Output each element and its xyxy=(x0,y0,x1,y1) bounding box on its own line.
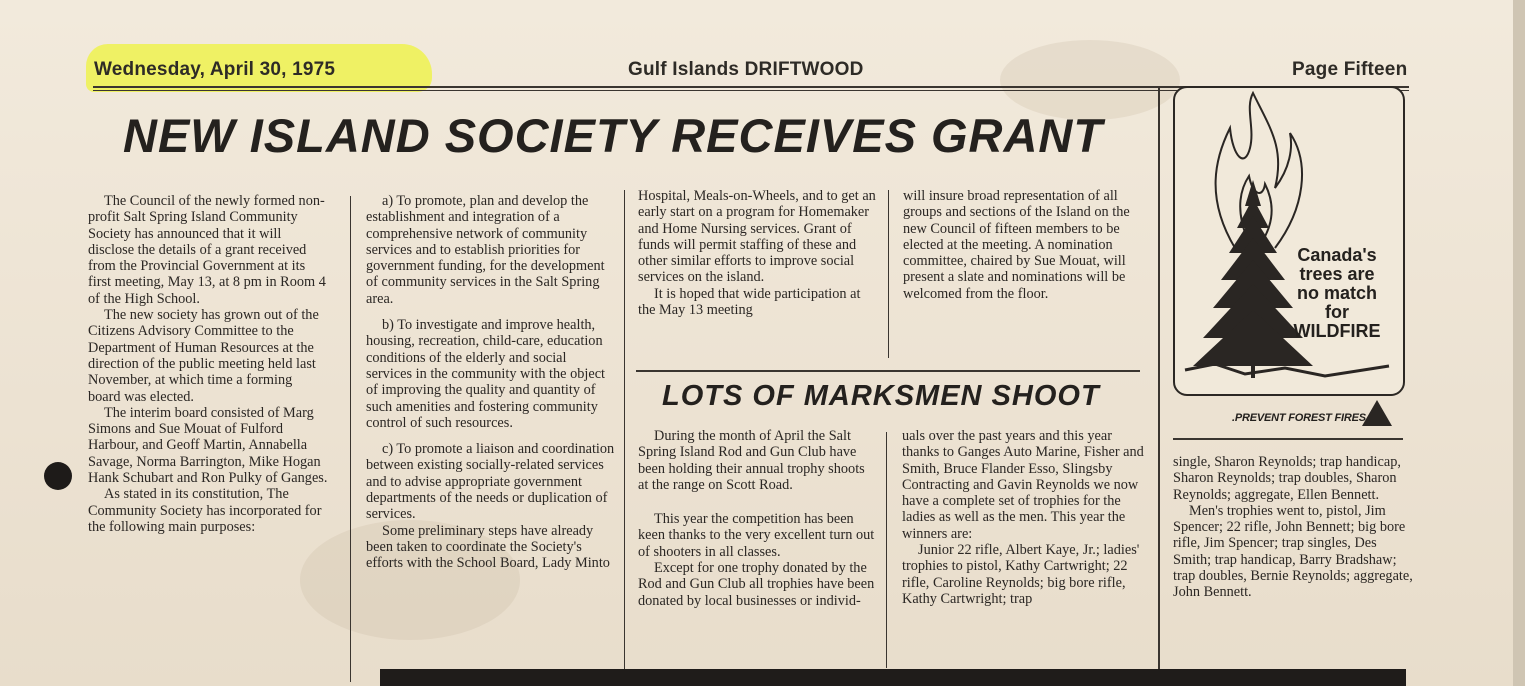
ad-line: Canada's xyxy=(1297,245,1377,265)
ad-slogan xyxy=(1272,246,1402,341)
paragraph: During the month of April the Salt Spring Island Rod and Gun Club have been holding their annual trophy shoots at the range on Scott Road. xyxy=(638,428,865,493)
article-column xyxy=(88,193,328,535)
paragraph: a) To promote, plan and develop the establishment and integration of a comprehensive network of community services and to establish priorities for government funding, for the development of community services in the Salt Spring area. xyxy=(366,193,605,307)
masthead-paper-name: Gulf Islands DRIFTWOOD xyxy=(628,59,864,80)
paragraph: c) To promote a liaison and coordination between existing socially-related services and to advise appropriate government departments of the needs or duplication of services. xyxy=(366,441,615,523)
article-column xyxy=(903,188,1151,302)
paragraph: Some preliminary steps have already been taken to coordinate the Society's efforts with the School Board, Lady Minto xyxy=(366,522,610,572)
bottom-dark-band xyxy=(380,669,1406,686)
ad-illustration xyxy=(1175,88,1399,390)
warning-triangle-icon xyxy=(1360,398,1394,428)
article-column xyxy=(638,188,880,318)
column-divider xyxy=(624,190,625,680)
column-divider xyxy=(886,432,887,668)
paragraph: will insure broad representation of all groups and sections of the Island on the new Council of fifteen members to be elected at the meeting. A nomination committee, chaired by Sue Mouat, will present a slate and nominations will be welcomed from the floor. xyxy=(903,188,1130,302)
article-column xyxy=(366,193,616,572)
masthead-date: Wednesday, April 30, 1975 xyxy=(94,59,336,80)
punch-hole xyxy=(44,462,72,490)
paragraph: Hospital, Meals-on-Wheels, and to get an early start on a program for Homemaker and Home Nursing services. Grant of funds will permit staffing of these and other similar efforts to improve social services on the island. xyxy=(638,188,876,286)
article-column xyxy=(1173,454,1413,601)
ad-line: no match xyxy=(1296,283,1377,303)
ad-separator xyxy=(1173,438,1403,440)
headline-society-grant: NEW ISLAND SOCIETY RECEIVES GRANT xyxy=(123,109,1104,162)
headline-marksmen: LOTS OF MARKSMEN SHOOT xyxy=(662,380,1100,412)
paragraph: The new society has grown out of the Citizens Advisory Committee to the Department of Human Resources at the direction of the public meeting held last November, at which time a forming board was elected. xyxy=(88,307,319,405)
paragraph: single, Sharon Reynolds; trap handicap, Sharon Reynolds; trap doubles, Sharon Reynolds; aggregate, Ellen Bennett. xyxy=(1173,454,1401,503)
article-column xyxy=(638,428,878,609)
ad-line: for xyxy=(1325,302,1349,322)
paragraph: As stated in its constitution, The Community Society has incorporated for the following main purposes: xyxy=(88,486,322,535)
article-separator xyxy=(636,370,1140,372)
ad-footer: .PREVENT FOREST FIRES xyxy=(1232,412,1366,424)
ad-column-divider xyxy=(1158,86,1160,686)
paragraph: Men's trophies went to, pistol, Jim Spencer; 22 rifle, John Bennett; big bore rifle, Jim Spencer; trap singles, Des Smith; trap handicap, Barry Bradshaw; trap doubles, Bernie Reynolds; aggregate, John Bennett. xyxy=(1173,502,1413,601)
paragraph: Junior 22 rifle, Albert Kaye, Jr.; ladies' trophies to pistol, Kathy Cartwright; 22 rifle, Caroline Reynolds; big bore rifle, Kathy Cartwright; trap xyxy=(902,542,1140,607)
article-column xyxy=(902,428,1146,607)
column-divider xyxy=(888,190,889,358)
ad-line: trees are xyxy=(1299,264,1375,284)
page-edge xyxy=(1513,0,1525,686)
paragraph: b) To investigate and improve health, housing, recreation, child-care, education conditions of the elderly and social services in the community with the object of improving the quality and quantity of such amenities and fostering community control of such resources. xyxy=(366,317,606,431)
column-divider xyxy=(350,196,351,682)
paragraph: Except for one trophy donated by the Rod and Gun Club all trophies have been donated by local businesses or individ- xyxy=(638,560,875,609)
paragraph: The interim board consisted of Marg Simons and Sue Mouat of Fulford Harbour, and Geoff Martin, Annabella Savage, Norma Barrington, Mike Hogan Hank Schubart and Ron Pulky of Ganges. xyxy=(88,404,328,487)
paragraph: This year the competition has been keen thanks to the very excellent turn out of shooters in all classes. xyxy=(638,511,875,560)
paragraph: The Council of the newly formed non-profit Salt Spring Island Community Society has announced that it will disclose the details of a grant received from the Provincial Government at its first meeting, May 13, at 8 pm in Room 4 of the High School. xyxy=(88,193,326,307)
masthead-page-number: Page Fifteen xyxy=(1292,59,1408,80)
paragraph: It is hoped that wide participation at the May 13 meeting xyxy=(638,285,861,319)
paragraph: uals over the past years and this year thanks to Ganges Auto Marine, Fisher and Smith, Bruce Flander Esso, Slingsby Contracting and Gavin Reynolds we now have a complete set of trophies for the ladies as well as the men. This year the winners are: xyxy=(902,428,1144,542)
ad-line: WILDFIRE xyxy=(1293,321,1381,341)
